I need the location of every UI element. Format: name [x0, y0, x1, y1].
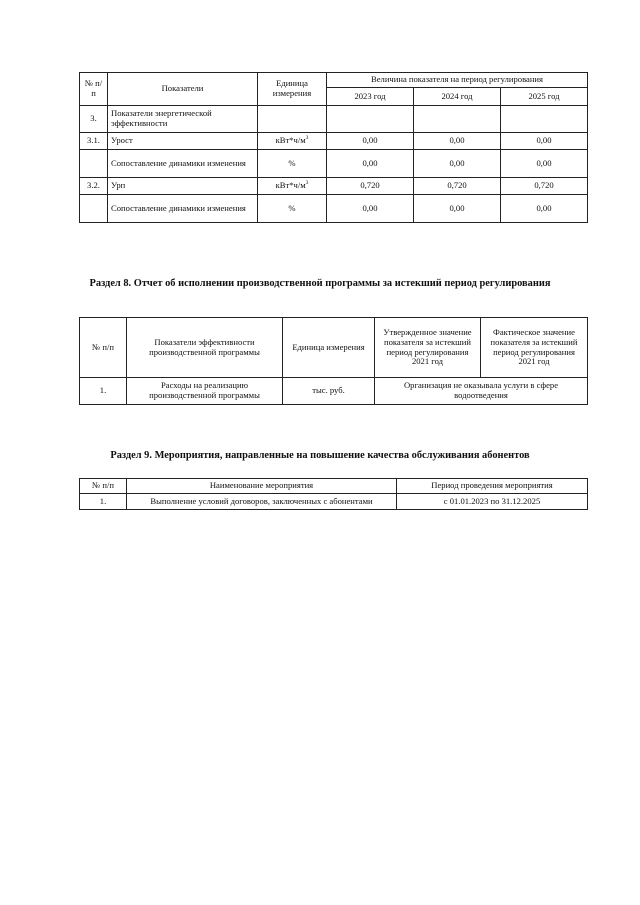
- row-value-2025: 0,720: [501, 178, 588, 195]
- row-value-2024: 0,00: [414, 133, 501, 150]
- header-year-2023: 2023 год: [327, 88, 414, 106]
- row-value-2024: 0,00: [414, 150, 501, 178]
- row-value-2025: [501, 106, 588, 133]
- header-year-2025: 2025 год: [501, 88, 588, 106]
- table-row: [80, 494, 588, 510]
- row-num: 3.2.: [80, 178, 108, 195]
- header-indicators: Показатели эффективности производственной программы: [127, 318, 283, 378]
- row-name: Урост: [108, 133, 258, 150]
- header-actual-value: Фактическое значение показателя за истекший период регулирования 2021 год: [481, 318, 588, 378]
- table-row: [80, 378, 588, 405]
- row-name: Урп: [108, 178, 258, 195]
- row-unit: %: [258, 150, 327, 178]
- table-row: [80, 106, 588, 133]
- row-value-2024: 0,00: [414, 195, 501, 223]
- row-value-2024: [414, 106, 501, 133]
- row-name: Расходы на реализацию производственной программы: [127, 378, 283, 405]
- header-num: № п/п: [80, 318, 127, 378]
- row-name: Показатели энергетической эффективности: [108, 106, 258, 133]
- row-unit: [258, 106, 327, 133]
- row-num: 3.: [80, 106, 108, 133]
- row-period: с 01.01.2023 по 31.12.2025: [397, 494, 588, 510]
- row-unit: $кВт*ч/м^3$: [258, 178, 327, 195]
- row-value-2023: [327, 106, 414, 133]
- row-value-2024: 0,720: [414, 178, 501, 195]
- header-measure-period: Период проведения мероприятия: [397, 479, 588, 494]
- row-value-2023: 0,00: [327, 133, 414, 150]
- header-unit: Единица измерения: [258, 73, 327, 106]
- section-9-title: Раздел 9. Мероприятия, направленные на повышение качества обслуживания абонентов: [110, 450, 530, 461]
- table-row: [80, 178, 588, 195]
- header-value-period: Величина показателя на период регулирования: [327, 73, 588, 88]
- header-unit: Единица измерения: [283, 318, 375, 378]
- row-num: [80, 195, 108, 223]
- row-value-2025: 0,00: [501, 150, 588, 178]
- header-year-2024: 2024 год: [414, 88, 501, 106]
- header-num: № п/п: [80, 73, 108, 106]
- header-indicators: Показатели: [108, 73, 258, 106]
- subscriber-service-measures-table: [79, 478, 588, 510]
- header-num: № п/п: [80, 479, 127, 494]
- row-note: Организация не оказывала услуги в сфере водоотведения: [375, 378, 588, 405]
- header-measure-name: Наименование мероприятия: [127, 479, 397, 494]
- row-value-2025: 0,00: [501, 195, 588, 223]
- row-value-2023: 0,720: [327, 178, 414, 195]
- row-value-2023: 0,00: [327, 195, 414, 223]
- production-program-report-table: [79, 317, 588, 405]
- header-approved-value: Утвержденное значение показателя за истекший период регулирования 2021 год: [375, 318, 481, 378]
- row-num: 3.1.: [80, 133, 108, 150]
- row-num: 1.: [80, 378, 127, 405]
- row-value-2025: 0,00: [501, 133, 588, 150]
- row-num: [80, 150, 108, 178]
- row-name: Сопоставление динамики изменения: [108, 195, 258, 223]
- row-num: 1.: [80, 494, 127, 510]
- row-unit: %: [258, 195, 327, 223]
- row-name: Выполнение условий договоров, заключенных с абонентами: [127, 494, 397, 510]
- table-row: [80, 133, 588, 150]
- section-8-title: Раздел 8. Отчет об исполнении производственной программы за истекший период регулирования: [89, 278, 551, 289]
- energy-efficiency-table: [79, 72, 588, 223]
- row-value-2023: 0,00: [327, 150, 414, 178]
- row-unit: тыс. руб.: [283, 378, 375, 405]
- row-name: Сопоставление динамики изменения: [108, 150, 258, 178]
- table-row: [80, 195, 588, 223]
- table-row: [80, 150, 588, 178]
- row-unit: $кВт*ч/м^3$: [258, 133, 327, 150]
